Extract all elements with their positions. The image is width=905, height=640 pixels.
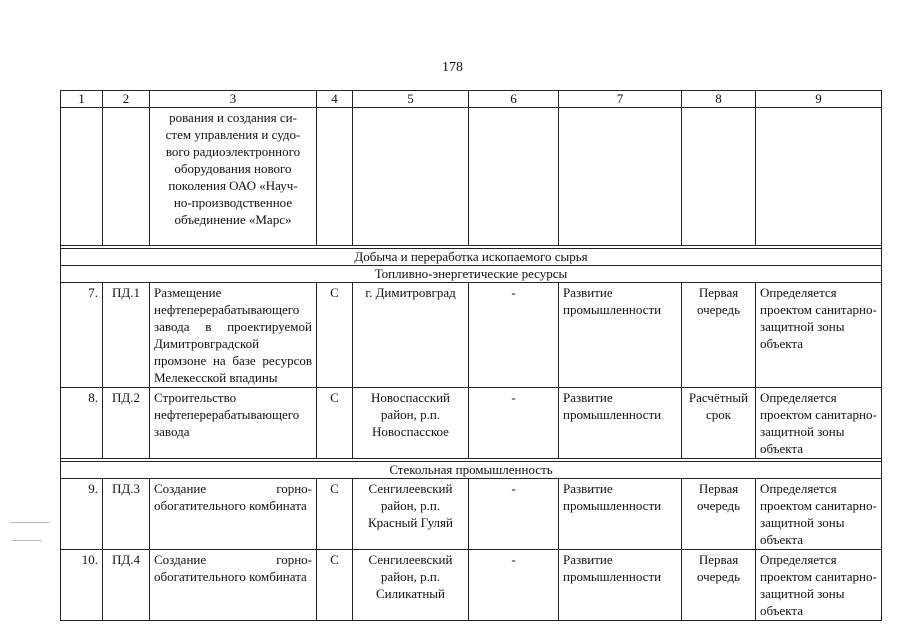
row-number: 10. [61, 550, 103, 621]
row-location: Новоспасский район, р.п. Новоспасское [353, 388, 469, 459]
row-col6: - [469, 550, 559, 621]
row-location: Сенгилеевский район, р.п. Силикатный [353, 550, 469, 621]
row-code: ПД.4 [103, 550, 150, 621]
column-number: 5 [353, 91, 469, 108]
column-number: 6 [469, 91, 559, 108]
row-location: г. Димитровград [353, 283, 469, 388]
row-stage: Первая очередь [682, 479, 756, 550]
objects-table [60, 90, 882, 621]
column-number-row [61, 91, 882, 108]
row-description: Размещение нефтеперерабатывающего завода в проектируемой Димитровградской промзоне на базе ресурсов Мелекесской впадины [150, 283, 317, 388]
row-description: Создание горно-обогатительного комбината [150, 479, 317, 550]
description-line: вого радиоэлектронного [165, 144, 301, 159]
row-status: С [317, 388, 353, 459]
row-location: Сенгилеевский район, р.п. Красный Гуляй [353, 479, 469, 550]
column-number: 9 [756, 91, 882, 108]
table-row [61, 479, 882, 550]
row-zone: Определяется проектом санитарно-защитной зоны объекта [756, 550, 882, 621]
row-code: ПД.2 [103, 388, 150, 459]
row-col6: - [469, 479, 559, 550]
description-line: но-производственное [173, 195, 293, 210]
row-number: 8. [61, 388, 103, 459]
row-code: ПД.1 [103, 283, 150, 388]
description-line: оборудования нового [174, 161, 292, 176]
row-status: С [317, 283, 353, 388]
row-purpose: Развитие промышленности [559, 388, 682, 459]
row-code: ПД.3 [103, 479, 150, 550]
table-row [61, 550, 882, 621]
row-purpose: Развитие промышленности [559, 283, 682, 388]
row-stage: Расчётный срок [682, 388, 756, 459]
column-number: 2 [103, 91, 150, 108]
row-description: Создание горно-обогатительного комбината [150, 550, 317, 621]
section-heading: Стекольная промышленность [61, 462, 882, 479]
column-number: 8 [682, 91, 756, 108]
row-col6: - [469, 283, 559, 388]
description-line: стем управления и судо- [165, 127, 301, 142]
section-heading: Топливно-энергетические ресурсы [61, 266, 882, 283]
continuation-description [150, 108, 317, 246]
description-line: объединение «Марс» [174, 212, 292, 227]
section-heading: Добыча и переработка ископаемого сырья [61, 249, 882, 266]
column-number: 1 [61, 91, 103, 108]
row-stage: Первая очередь [682, 550, 756, 621]
continuation-row [61, 108, 882, 246]
column-number: 4 [317, 91, 353, 108]
row-description: Строительство нефтеперерабатывающего завода [150, 388, 317, 459]
description-line: рования и создания си- [169, 110, 297, 125]
scan-mark [10, 522, 50, 523]
page-number: 178 [442, 60, 463, 75]
table-row [61, 283, 882, 388]
description-line: поколения ОАО «Науч- [168, 178, 298, 193]
row-status: С [317, 479, 353, 550]
section-heading-row [61, 462, 882, 479]
section-heading-row [61, 249, 882, 266]
scan-mark [12, 540, 42, 541]
row-status: С [317, 550, 353, 621]
column-number: 7 [559, 91, 682, 108]
table-row [61, 388, 882, 459]
row-zone: Определяется проектом санитарно-защитной зоны объекта [756, 388, 882, 459]
row-stage: Первая очередь [682, 283, 756, 388]
column-number: 3 [150, 91, 317, 108]
row-col6: - [469, 388, 559, 459]
section-heading-row [61, 266, 882, 283]
row-zone: Определяется проектом санитарно-защитной зоны объекта [756, 283, 882, 388]
row-zone: Определяется проектом санитарно-защитной зоны объекта [756, 479, 882, 550]
row-number: 7. [61, 283, 103, 388]
row-number: 9. [61, 479, 103, 550]
row-purpose: Развитие промышленности [559, 479, 682, 550]
row-purpose: Развитие промышленности [559, 550, 682, 621]
